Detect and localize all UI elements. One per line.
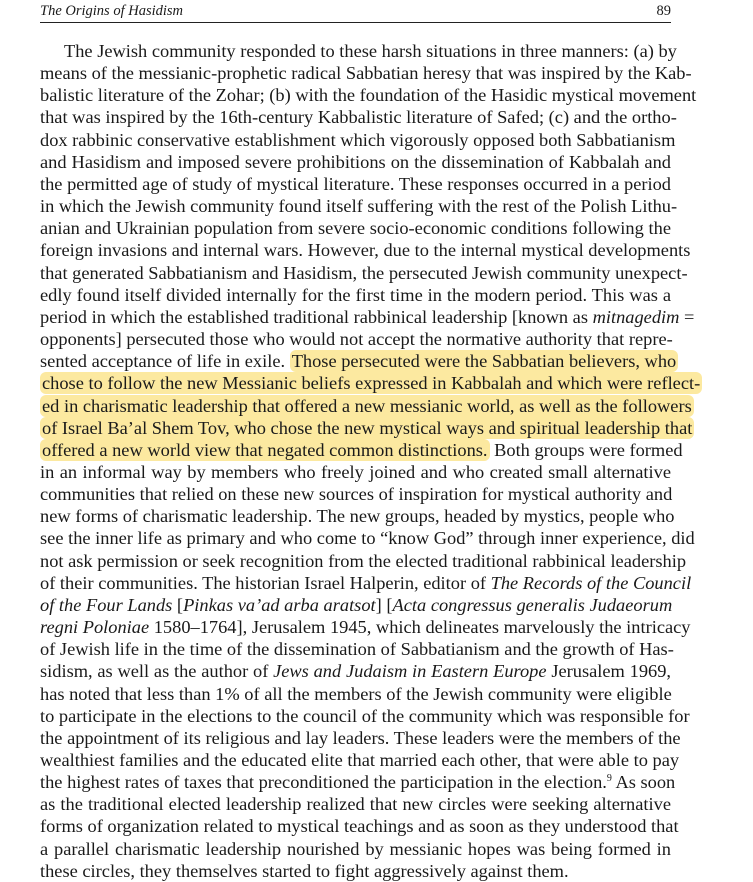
book-title: regni Poloniae xyxy=(40,617,150,638)
text-line: anian and Ukrainian population from severe socio-economic conditions following the xyxy=(40,218,671,239)
text-line: opponents] persecuted those who would not accept the normative authority that repre- xyxy=(40,329,673,350)
highlighted-passage: offered a new world view that negated common distinctions. xyxy=(42,439,488,460)
text-line: wealthiest families and the educated elite that married each other, that were able to pay xyxy=(40,750,680,770)
text-line: means of the messianic-prophetic radical Sabbatian heresy that was inspired by the Kab- xyxy=(40,63,692,84)
highlighted-passage: ed in charismatic leadership that offered a new messianic world, as well as the followers xyxy=(42,395,692,416)
text-line: the permitted age of study of mystical literature. These responses occurred in a period xyxy=(40,173,671,194)
text-line: in which the Jewish community found itself suffering with the rest of the Polish Lithu- xyxy=(40,196,678,217)
text-line xyxy=(40,372,701,394)
text-line: balistic literature of the Zohar; (b) with the foundation of the Hasidic mystical movement xyxy=(40,85,697,106)
text-line: sidism, as well as the author of Jews and Judaism in Eastern Europe Jerusalem 1969, xyxy=(40,661,671,682)
text-line: that was inspired by the 16th-century Kabbalistic literature of Safed; (c) and the ortho- xyxy=(40,107,677,128)
running-header xyxy=(40,2,671,23)
highlighted-passage: Those persecuted were the Sabbatian believers, who xyxy=(291,351,677,372)
text-line: communities that relied on these new sources of inspiration for mystical authority and xyxy=(40,484,673,505)
text-line: in an informal way by members who freely joined and who created small alternative xyxy=(40,461,671,482)
text-line: edly found itself divided internally for the first time in the modern period. This was a xyxy=(40,284,671,305)
text-line: sented acceptance of life in exile. Those persecuted were the Sabbatian believers, who xyxy=(40,351,677,372)
text-line xyxy=(40,417,693,439)
footnote-marker[interactable]: 9 xyxy=(606,773,612,785)
page-number: 89 xyxy=(656,3,671,19)
highlighted-passage: chose to follow the new Messianic beliefs expressed in Kabbalah and which were reflect- xyxy=(42,373,701,394)
text-line: new forms of charismatic leadership. The new groups, headed by mystics, people who xyxy=(40,506,675,527)
body-paragraph xyxy=(40,40,701,882)
text-line: The Jewish community responded to these harsh situations in three manners: (a) by xyxy=(64,41,677,61)
italic-term: mitnagedim xyxy=(592,306,680,327)
book-title: of the Four Lands xyxy=(40,594,173,615)
book-title: Jews and Judaism in Eastern Europe xyxy=(273,661,547,682)
highlighted-passage: of Israel Ba’al Shem Tov, who chose the new mystical ways and spiritual leadership that xyxy=(42,417,693,438)
text-line: offered a new world view that negated common distinctions. Both groups were formed xyxy=(42,439,683,460)
text-line: of their communities. The historian Israel Halperin, editor of The Records of the Council xyxy=(40,572,692,593)
text-line: of Jewish life in the time of the dissemination of Sabbatianism and the growth of Has- xyxy=(40,639,674,660)
book-title: Pinkas va’ad arba aratsot xyxy=(183,594,376,615)
text-line: the highest rates of taxes that preconditioned the participation in the election.$^9$ As soon xyxy=(40,772,676,793)
text-line: foreign invasions and internal wars. However, due to the internal mystical developments xyxy=(40,240,691,261)
text-line: to participate in the elections to the council of the community which was responsible for xyxy=(40,705,690,726)
text-line: see the inner life as primary and who come to “know God” through inner experience, did xyxy=(40,528,695,549)
text-line: that generated Sabbatianism and Hasidism, the persecuted Jewish community unexpect- xyxy=(40,262,688,283)
text-line: the appointment of its religious and lay leaders. These leaders were the members of the xyxy=(40,727,681,748)
text-line: these circles, they themselves started to fight aggressively against them. xyxy=(40,860,569,881)
text-line: forms of organization related to mystical teachings and as soon as they understood that xyxy=(40,816,679,837)
text-line: period in which the established traditional rabbinical leadership [known as mitnagedim = xyxy=(40,306,695,327)
text-line: and Hasidism and imposed severe prohibitions on the dissemination of Kabbalah and xyxy=(40,151,671,172)
book-title: Acta congressus generalis Judaeorum xyxy=(392,594,673,615)
text-line xyxy=(40,395,692,417)
text-line: as the traditional elected leadership realized that new circles were seeking alternative xyxy=(40,794,671,815)
text-line: has noted that less than 1% of all the members of the Jewish community were eligible xyxy=(40,683,672,704)
book-title: The Records of the Council xyxy=(490,572,692,593)
text-line: dox rabbinic conservative establishment which vigorously opposed both Sabbatianism xyxy=(40,129,676,150)
text-line: of the Four Lands [Pinkas va’ad arba aratsot] [Acta congressus generalis Judaeorum xyxy=(40,594,673,615)
text-line: not ask permission or seek recognition from the elected traditional rabbinical leadership xyxy=(40,550,687,571)
text-line: regni Poloniae 1580–1764], Jerusalem 1945, which delineates marvelously the intricacy xyxy=(40,617,691,638)
text-line: a parallel charismatic leadership nourished by messianic hopes was being formed in xyxy=(40,838,671,859)
running-title: The Origins of Hasidism xyxy=(40,3,184,19)
